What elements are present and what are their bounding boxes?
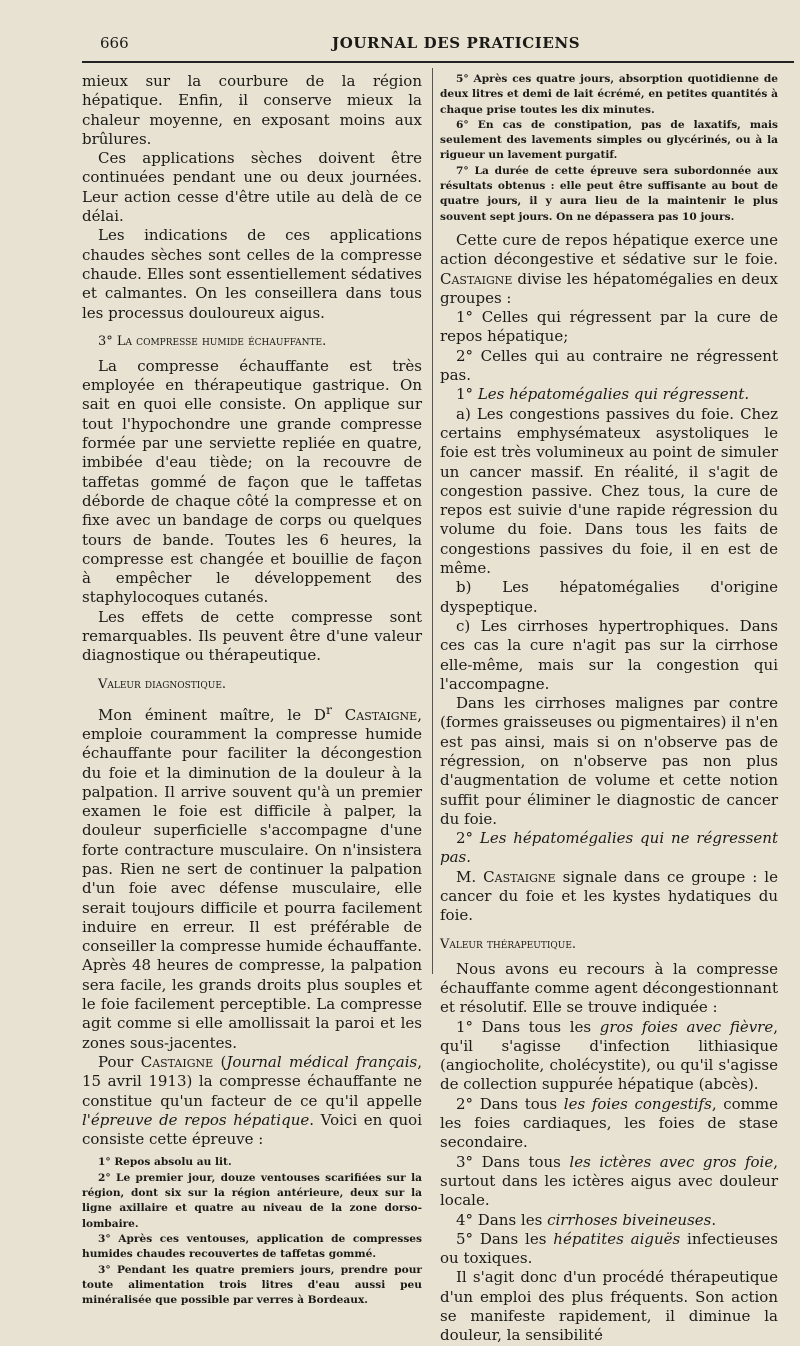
paragraph: Dans les cirrhoses malignes par contre (formes graisseuses ou pigmentaires) il n'en est pas ainsi, mais si on n'observe pas de régression, on n'observe pas non plus d'augmentation de volume et cette notion suffit pour éliminer le diagnostic de cancer du foie.: [440, 694, 778, 828]
right-column: [440, 72, 778, 1346]
protocol-step: 3° Pendant les quatre premiers jours, prendre pour toute alimentation trois litres d'eau aussi peu minéralisée que possible par verres à Bordeaux.: [82, 1263, 422, 1307]
paragraph: c) Les cirrhoses hypertrophiques. Dans ces cas la cure n'agit pas sur la cirrhose elle-même, mais sur la congestion qui l'accompagne.: [440, 616, 778, 693]
paragraph: 5° Dans les hépatites aiguës infectieuses ou toxiques.: [440, 1229, 778, 1268]
protocol-step: 7° La durée de cette épreuve sera subordonnée aux résultats obtenus : elle peut être suffisante au bout de quatre jours, il y aura lieu de la maintenir le plus souvent sept jours. On ne dépassera pas 10 jours.: [440, 164, 778, 223]
paragraph: Cette cure de repos hépatique exerce une action décongestive et sédative sur le foie. Castaigne divise les hépatomégalies en deux groupes :: [440, 230, 778, 307]
paragraph: a) Les congestions passives du foie. Chez certains emphysémateux asystoliques le foie est très volumineux au point de simuler un cancer massif. En réalité, il s'agit de congestion passive. Chez tous, la cure de repos est suivie d'une rapide régression du volume du foie. Dans tous les faits de congestions passives du foie, il en est de même.: [440, 404, 778, 578]
paragraph: Ces applications sèches doivent être continuées pendant une ou deux journées. Leur action cesse d'être utile au delà de ce délai.: [82, 149, 422, 226]
section-heading: 1° Les hépatomégalies qui régressent.: [456, 385, 750, 404]
page-number: 666: [100, 34, 129, 52]
paragraph: 3° Dans tous les ictères avec gros foie, surtout dans les ictères aigus avec douleur locale.: [440, 1152, 779, 1210]
paragraph: 2° Celles qui au contraire ne régressent pas.: [440, 346, 778, 385]
running-title: JOURNAL DES PRATICIENS: [332, 34, 581, 52]
paragraph: Nous avons eu recours à la compresse échauffante comme agent décongestionnant et résolutif. Elle se trouve indiquée :: [440, 959, 778, 1017]
protocol-step: 5° Après ces quatre jours, absorption quotidienne de deux litres et demi de lait écrémé, en petites quantités à chaque prise toutes les dix minutes.: [440, 73, 778, 116]
protocol-step: 6° En cas de constipation, pas de laxatifs, mais seulement des lavements simples ou glycérinés, ou à la rigueur un lavement purgatif.: [440, 118, 778, 162]
paragraph: Pour Castaigne (Journal médical français, 15 avril 1913) la compresse échauffante ne constitue qu'un facteur de ce qu'il appelle l'épreuve de repos hépatique. Voici en quoi consiste cette épreuve :: [82, 1052, 423, 1149]
protocol-step: 3° Après ces ventouses, application de compresses humides chaudes recouvertes de taffetas gommé.: [82, 1232, 422, 1261]
paragraph: 1° Celles qui régressent par la cure de repos hépatique;: [440, 308, 778, 346]
paragraph: Les effets de cette compresse sont remarquables. Ils peuvent être d'une valeur diagnostique ou thérapeutique.: [82, 607, 422, 665]
paragraph: 4° Dans les cirrhoses biveineuses.: [456, 1210, 717, 1229]
paragraph: 1° Dans tous les gros foies avec fièvre, qu'il s'agisse d'infection lithiasique (angiocholite, cholécystite), ou qu'il s'agisse de collection suppurée hépatique (abcès).: [440, 1017, 778, 1094]
paragraph: Les indications de ces applications chaudes sèches sont celles de la compresse chaude. Elles sont essentiellement sédatives et calmantes. On les conseillera dans tous les processus douloureux aigus.: [82, 226, 422, 322]
paragraph: Il s'agit donc d'un procédé thérapeutique d'un emploi des plus fréquents. Son action se manifeste rapidement, il diminue la douleur, la sensibilité: [440, 1268, 778, 1345]
paragraph: mieux sur la courbure de la région hépatique. Enfin, il conserve mieux la chaleur moyenne, en exposant moins aux brûlures.: [82, 72, 422, 148]
paragraph: 2° Dans tous les foies congestifs, comme les foies cardiaques, les foies de stase secondaire.: [440, 1094, 779, 1152]
page-header: [100, 34, 790, 56]
protocol-step: 1° Repos absolu au lit.: [98, 1156, 232, 1169]
section-heading: Valeur thérapeutique.: [440, 936, 577, 952]
paragraph: Mon éminent maître, le $D^r$ Castaigne, emploie couramment la compresse humide échauffante pour faciliter la décongestion du foie et la diminution de la douleur à la palpation. Il arrive souvent qu'à un premier examen le foie est difficile à palper, la douleur superficielle s'accompagne d'une forte contracture musculaire. On n'insistera pas. Rien ne sert de continuer la palpation d'un foie avec défense musculaire, elle serait toujours difficile et pourra facilement induire en erreur. Il est préférable de conseiller la compresse humide échauffante. Après 48 heures de compresse, la palpation sera facile, les grands droits plus souples et le foie facilement perceptible. La compresse agit comme si elle amollissait la paroi et les zones sous-jacentes.: [82, 701, 422, 1052]
section-heading: 2° Les hépatomégalies qui ne régressent pas.: [440, 829, 778, 867]
left-column: [82, 72, 422, 1308]
column-divider: [432, 68, 433, 974]
paragraph: b) Les hépatomégalies d'origine dyspeptique.: [440, 578, 778, 616]
section-heading: Valeur diagnostique.: [98, 676, 227, 692]
paragraph: M. Castaigne signale dans ce groupe : le cancer du foie et les kystes hydatiques du foie.: [440, 867, 778, 925]
paragraph: La compresse échauffante est très employée en thérapeutique gastrique. On sait en quoi elle consiste. On applique sur tout l'hypochondre une grande compresse formée par une serviette repliée en quatre, imbibée d'eau tiède; on la recouvre de taffetas gommé de façon que le taffetas déborde de chaque côté la compresse et on fixe avec un bandage de corps ou quelques tours de bande. Toutes les 6 heures, la compresse est changée et bouillie de façon à empêcher le développement des staphylocoques cutanés.: [82, 356, 422, 607]
section-heading: 3° La compresse humide échauffante.: [98, 333, 327, 349]
protocol-step: 2° Le premier jour, douze ventouses scarifiées sur la région, dont six sur la région antérieure, deux sur la ligne axillaire et quatre au niveau de la zone dorso-lombaire.: [82, 1171, 422, 1230]
header-rule: [82, 61, 794, 63]
